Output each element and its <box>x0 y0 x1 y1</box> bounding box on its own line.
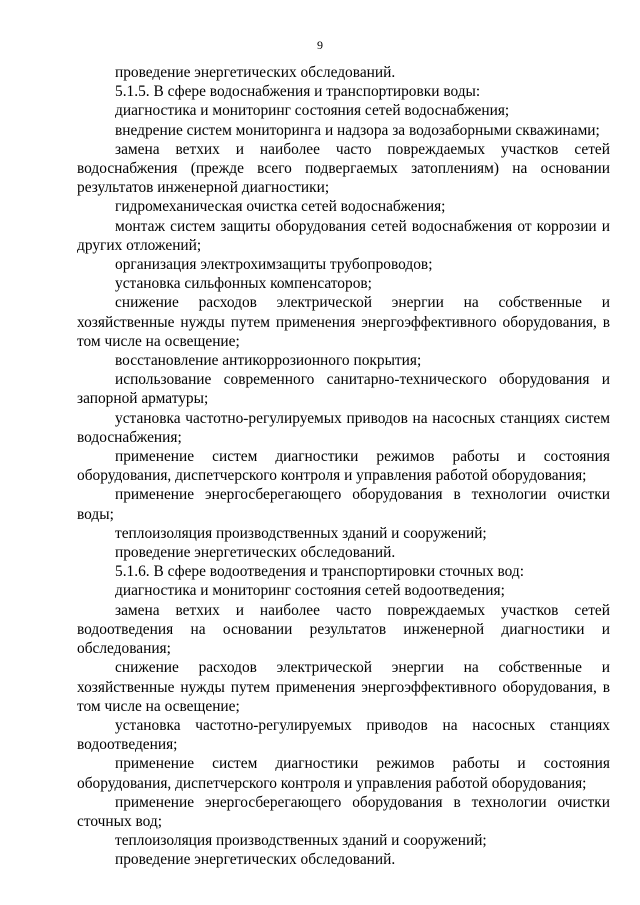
paragraph: замена ветхих и наиболее часто повреждаемых участков сетей водоотведения на основании результатов инженерной диагностики и обследования; <box>77 601 610 658</box>
paragraph: организация электрохимзащиты трубопроводов; <box>115 256 433 274</box>
paragraph: снижение расходов электрической энергии на собственные и хозяйственные нужды путем применения энергоэффективного оборудования, в том числе на освещение; <box>77 294 610 350</box>
paragraph: внедрение систем мониторинга и надзора за водозаборными скважинами; <box>115 121 600 139</box>
paragraph: использование современного санитарно-технического оборудования и запорной арматуры; <box>77 371 610 408</box>
paragraph: установка частотно-регулируемых приводов на насосных станциях систем водоснабжения; <box>77 409 610 446</box>
section-heading-5-1-5: 5.1.5. В сфере водоснабжения и транспортировки воды: <box>115 83 481 101</box>
paragraph: проведение энергетических обследований. <box>115 851 396 869</box>
paragraph: применение энергосберегающего оборудования в технологии очистки воды; <box>77 486 610 523</box>
paragraph: диагностика и мониторинг состояния сетей водоотведения; <box>115 582 505 600</box>
paragraph: установка частотно-регулируемых приводов на насосных станциях водоотведения; <box>77 716 610 754</box>
page-number: 9 <box>317 38 323 52</box>
paragraph: установка сильфонных компенсаторов; <box>115 275 372 293</box>
paragraph: монтаж систем защиты оборудования сетей водоснабжения от коррозии и других отложений; <box>77 217 610 254</box>
paragraph: теплоизоляция производственных зданий и сооружений; <box>115 832 487 850</box>
document-body <box>77 63 610 870</box>
section-heading-5-1-6: 5.1.6. В сфере водоотведения и транспортировки сточных вод: <box>115 563 525 581</box>
paragraph: теплоизоляция производственных зданий и сооружений; <box>115 524 487 542</box>
paragraph: проведение энергетических обследований. <box>115 64 396 81</box>
paragraph: гидромеханическая очистка сетей водоснабжения; <box>115 198 446 216</box>
paragraph: применение систем диагностики режимов работы и состояния оборудования, диспетчерского контроля и управления работой оборудования; <box>77 448 610 485</box>
paragraph: замена ветхих и наиболее часто повреждаемых участков сетей водоснабжения (прежде всего подвергаемых затоплениям) на основании результатов инженерной диагностики; <box>77 140 610 197</box>
paragraph: применение систем диагностики режимов работы и состояния оборудования, диспетчерского контроля и управления работой оборудования; <box>77 755 610 792</box>
paragraph: диагностика и мониторинг состояния сетей водоснабжения; <box>115 102 510 120</box>
paragraph: восстановление антикоррозионного покрытия; <box>115 352 422 370</box>
paragraph: снижение расходов электрической энергии на собственные и хозяйственные нужды путем применения энергоэффективного оборудования, в том числе на освещение; <box>77 659 610 715</box>
paragraph: проведение энергетических обследований. <box>115 544 396 562</box>
paragraph: применение энергосберегающего оборудования в технологии очистки сточных вод; <box>77 793 610 830</box>
